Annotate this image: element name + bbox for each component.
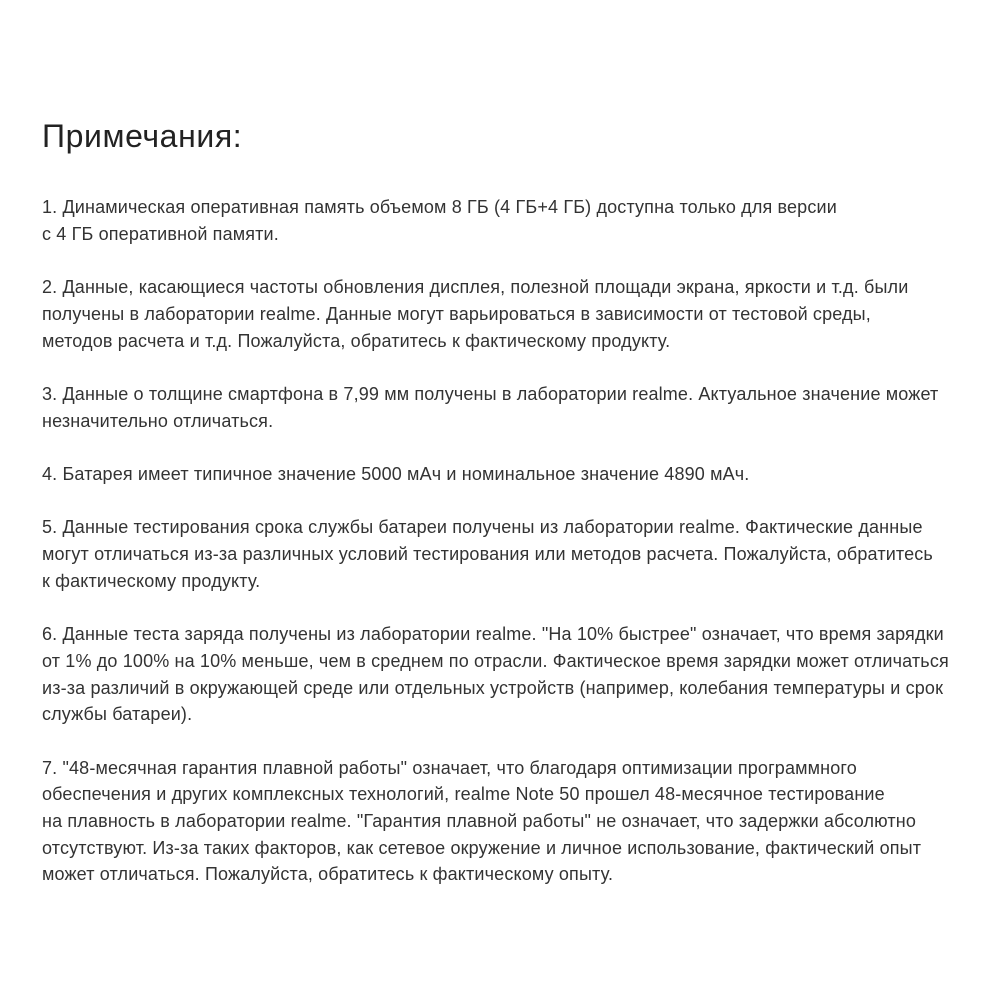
note-line: может отличаться. Пожалуйста, обратитесь к фактическому опыту. bbox=[42, 864, 614, 885]
page-title: Примечания: bbox=[42, 118, 243, 154]
note-item bbox=[42, 461, 982, 488]
note-line: 3. Данные о толщине смартфона в 7,99 мм получены в лаборатории realme. Актуальное значение может bbox=[42, 383, 939, 404]
note-item bbox=[42, 274, 982, 354]
note-line: могут отличаться из-за различных условий тестирования или методов расчета. Пожалуйста, обратитесь bbox=[42, 544, 933, 565]
note-item bbox=[42, 514, 982, 594]
note-line: 7. "48-месячная гарантия плавной работы" означает, что благодаря оптимизации программного bbox=[42, 757, 857, 778]
note-line: к фактическому продукту. bbox=[42, 570, 261, 591]
note-line: с 4 ГБ оперативной памяти. bbox=[42, 223, 279, 244]
note-line: 6. Данные теста заряда получены из лаборатории realme. "На 10% быстрее" означает, что время зарядки bbox=[42, 624, 944, 645]
note-line: от 1% до 100% на 10% меньше, чем в среднем по отрасли. Фактическое время зарядки может отличаться bbox=[42, 650, 949, 671]
note-line: на плавность в лаборатории realme. "Гарантия плавной работы" не означает, что задержки абсолютно bbox=[42, 811, 917, 832]
note-line: обеспечения и других комплексных технологий, realme Note 50 прошел 48-месячное тестирование bbox=[42, 784, 885, 805]
notes-list bbox=[42, 194, 982, 915]
note-line: получены в лаборатории realme. Данные могут варьироваться в зависимости от тестовой среды, bbox=[42, 303, 871, 324]
note-item bbox=[42, 755, 982, 889]
note-line: 5. Данные тестирования срока службы батареи получены из лаборатории realme. Фактические данные bbox=[42, 517, 923, 538]
note-line: 1. Динамическая оперативная память объемом 8 ГБ (4 ГБ+4 ГБ) доступна только для версии bbox=[42, 197, 837, 217]
note-line: из-за различий в окружающей среде или отдельных устройств (например, колебания температуры и срок bbox=[42, 677, 944, 698]
note-line: незначительно отличаться. bbox=[42, 410, 274, 431]
note-item bbox=[42, 194, 982, 247]
note-item bbox=[42, 381, 982, 434]
note-line: 2. Данные, касающиеся частоты обновления дисплея, полезной площади экрана, яркости и т.д. были bbox=[42, 277, 909, 298]
note-line: отсутствуют. Из-за таких факторов, как сетевое окружение и личное использование, фактический опыт bbox=[42, 837, 922, 858]
note-item bbox=[42, 621, 982, 728]
note-line: методов расчета и т.д. Пожалуйста, обратитесь к фактическому продукту. bbox=[42, 330, 671, 351]
note-line: 4. Батарея имеет типичное значение 5000 мАч и номинальное значение 4890 мАч. bbox=[42, 463, 750, 484]
note-line: службы батареи). bbox=[42, 704, 193, 725]
